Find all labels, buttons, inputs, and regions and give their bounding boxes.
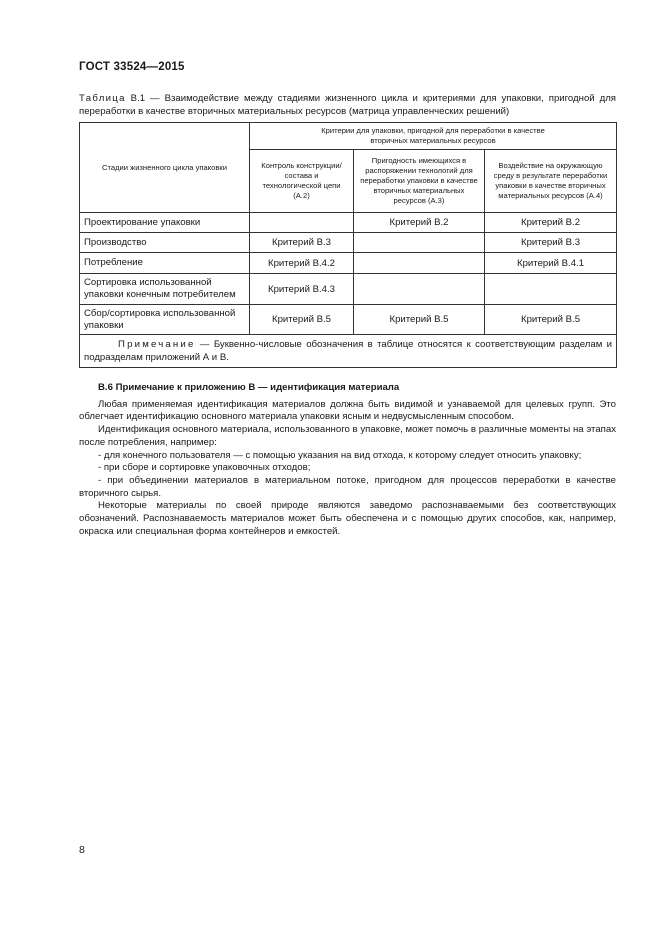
criteria-group-header: Критерии для упаковки, пригодной для переработки в качестве вторичных материальных ресурсов bbox=[250, 123, 617, 150]
criterion-cell: Критерий В.4.1 bbox=[485, 253, 617, 274]
criterion-cell: Критерий В.3 bbox=[485, 233, 617, 253]
table-caption bbox=[79, 92, 616, 118]
criterion-cell: Критерий В.5 bbox=[485, 305, 617, 335]
table-row bbox=[80, 233, 617, 253]
criterion-cell: Критерий В.3 bbox=[250, 233, 354, 253]
criterion-cell: Критерий В.2 bbox=[485, 213, 617, 233]
page-number: 8 bbox=[79, 844, 85, 856]
table-note-row bbox=[80, 335, 617, 368]
table-row bbox=[80, 274, 617, 305]
criterion-cell: Критерий В.5 bbox=[250, 305, 354, 335]
stage-cell: Потребление bbox=[80, 253, 250, 274]
table-caption-label: Таблица bbox=[79, 93, 126, 104]
criterion-cell bbox=[250, 213, 354, 233]
criterion-cell bbox=[354, 233, 485, 253]
col-header-a3: Пригодность имеющихся в распоряжении технологий для переработки упаковки в качестве вторичных материальных ресурсов (А.3) bbox=[354, 150, 485, 213]
stage-column-header: Стадии жизненного цикла упаковки bbox=[80, 123, 250, 213]
section-b6 bbox=[79, 382, 616, 538]
criterion-cell: Критерий В.2 bbox=[354, 213, 485, 233]
list-item: - при сборе и сортировке упаковочных отходов; bbox=[98, 462, 311, 474]
list-item: - для конечного пользователя — с помощью указания на вид отхода, к которому следует относить упаковку; bbox=[98, 449, 582, 461]
paragraph: Любая применяемая идентификация материалов должна быть видимой и узнаваемой для целевых групп. Это облегчает идентификацию основного материала упаковки ясным и недвусмысленным способом. bbox=[79, 398, 616, 423]
table-caption-text: В.1 — Взаимодействие между стадиями жизненного цикла и критериями для упаковки, пригодной для переработки в качестве вторичных материальных ресурсов (матрица управленческих решений) bbox=[79, 93, 616, 117]
table-row bbox=[80, 305, 617, 335]
criterion-cell: Критерий В.5 bbox=[354, 305, 485, 335]
table-header-row bbox=[80, 123, 617, 150]
col-header-a2: Контроль конструкции/состава и технологической цепи (А.2) bbox=[250, 150, 354, 213]
criterion-cell bbox=[485, 274, 617, 305]
document-code: ГОСТ 33524—2015 bbox=[79, 61, 185, 73]
decision-matrix-table bbox=[79, 122, 617, 368]
table-note bbox=[80, 335, 617, 368]
stage-cell: Проектирование упаковки bbox=[80, 213, 250, 233]
table-row bbox=[80, 213, 617, 233]
note-text: — Буквенно-числовые обозначения в таблице относятся к соответствующим разделам и подразделам приложений А и В. bbox=[84, 339, 613, 363]
list-item: - при объединении материалов в материальном потоке, пригодном для процессов переработки в качестве вторичного сырья. bbox=[79, 474, 616, 499]
stage-cell: Сортировка использованной упаковки конечным потребителем bbox=[80, 274, 250, 305]
section-heading: В.6 Примечание к приложению В — идентификация материала bbox=[98, 382, 400, 393]
criterion-cell bbox=[354, 274, 485, 305]
stage-cell: Производство bbox=[80, 233, 250, 253]
note-label: Примечание bbox=[118, 339, 196, 350]
criterion-cell: Критерий В.4.3 bbox=[250, 274, 354, 305]
paragraph: Идентификация основного материала, использованного в упаковке, может помочь в различные моменты на этапах после потребления, например: bbox=[79, 424, 616, 448]
criterion-cell: Критерий В.4.2 bbox=[250, 253, 354, 274]
stage-cell: Сбор/сортировка использованной упаковки bbox=[80, 305, 250, 335]
col-header-a4: Воздействие на окружающую среду в результате переработки упаковки в качестве вторичных материальных ресурсов (А.4) bbox=[485, 150, 617, 213]
paragraph: Некоторые материалы по своей природе являются заведомо распознаваемыми без соответствующих обозначений. Распознаваемость материалов может быть обеспечена и с помощью других способов, как, например, окраска или специальная форма контейнеров и емкостей. bbox=[79, 500, 616, 537]
criterion-cell bbox=[354, 253, 485, 274]
table-row bbox=[80, 253, 617, 274]
